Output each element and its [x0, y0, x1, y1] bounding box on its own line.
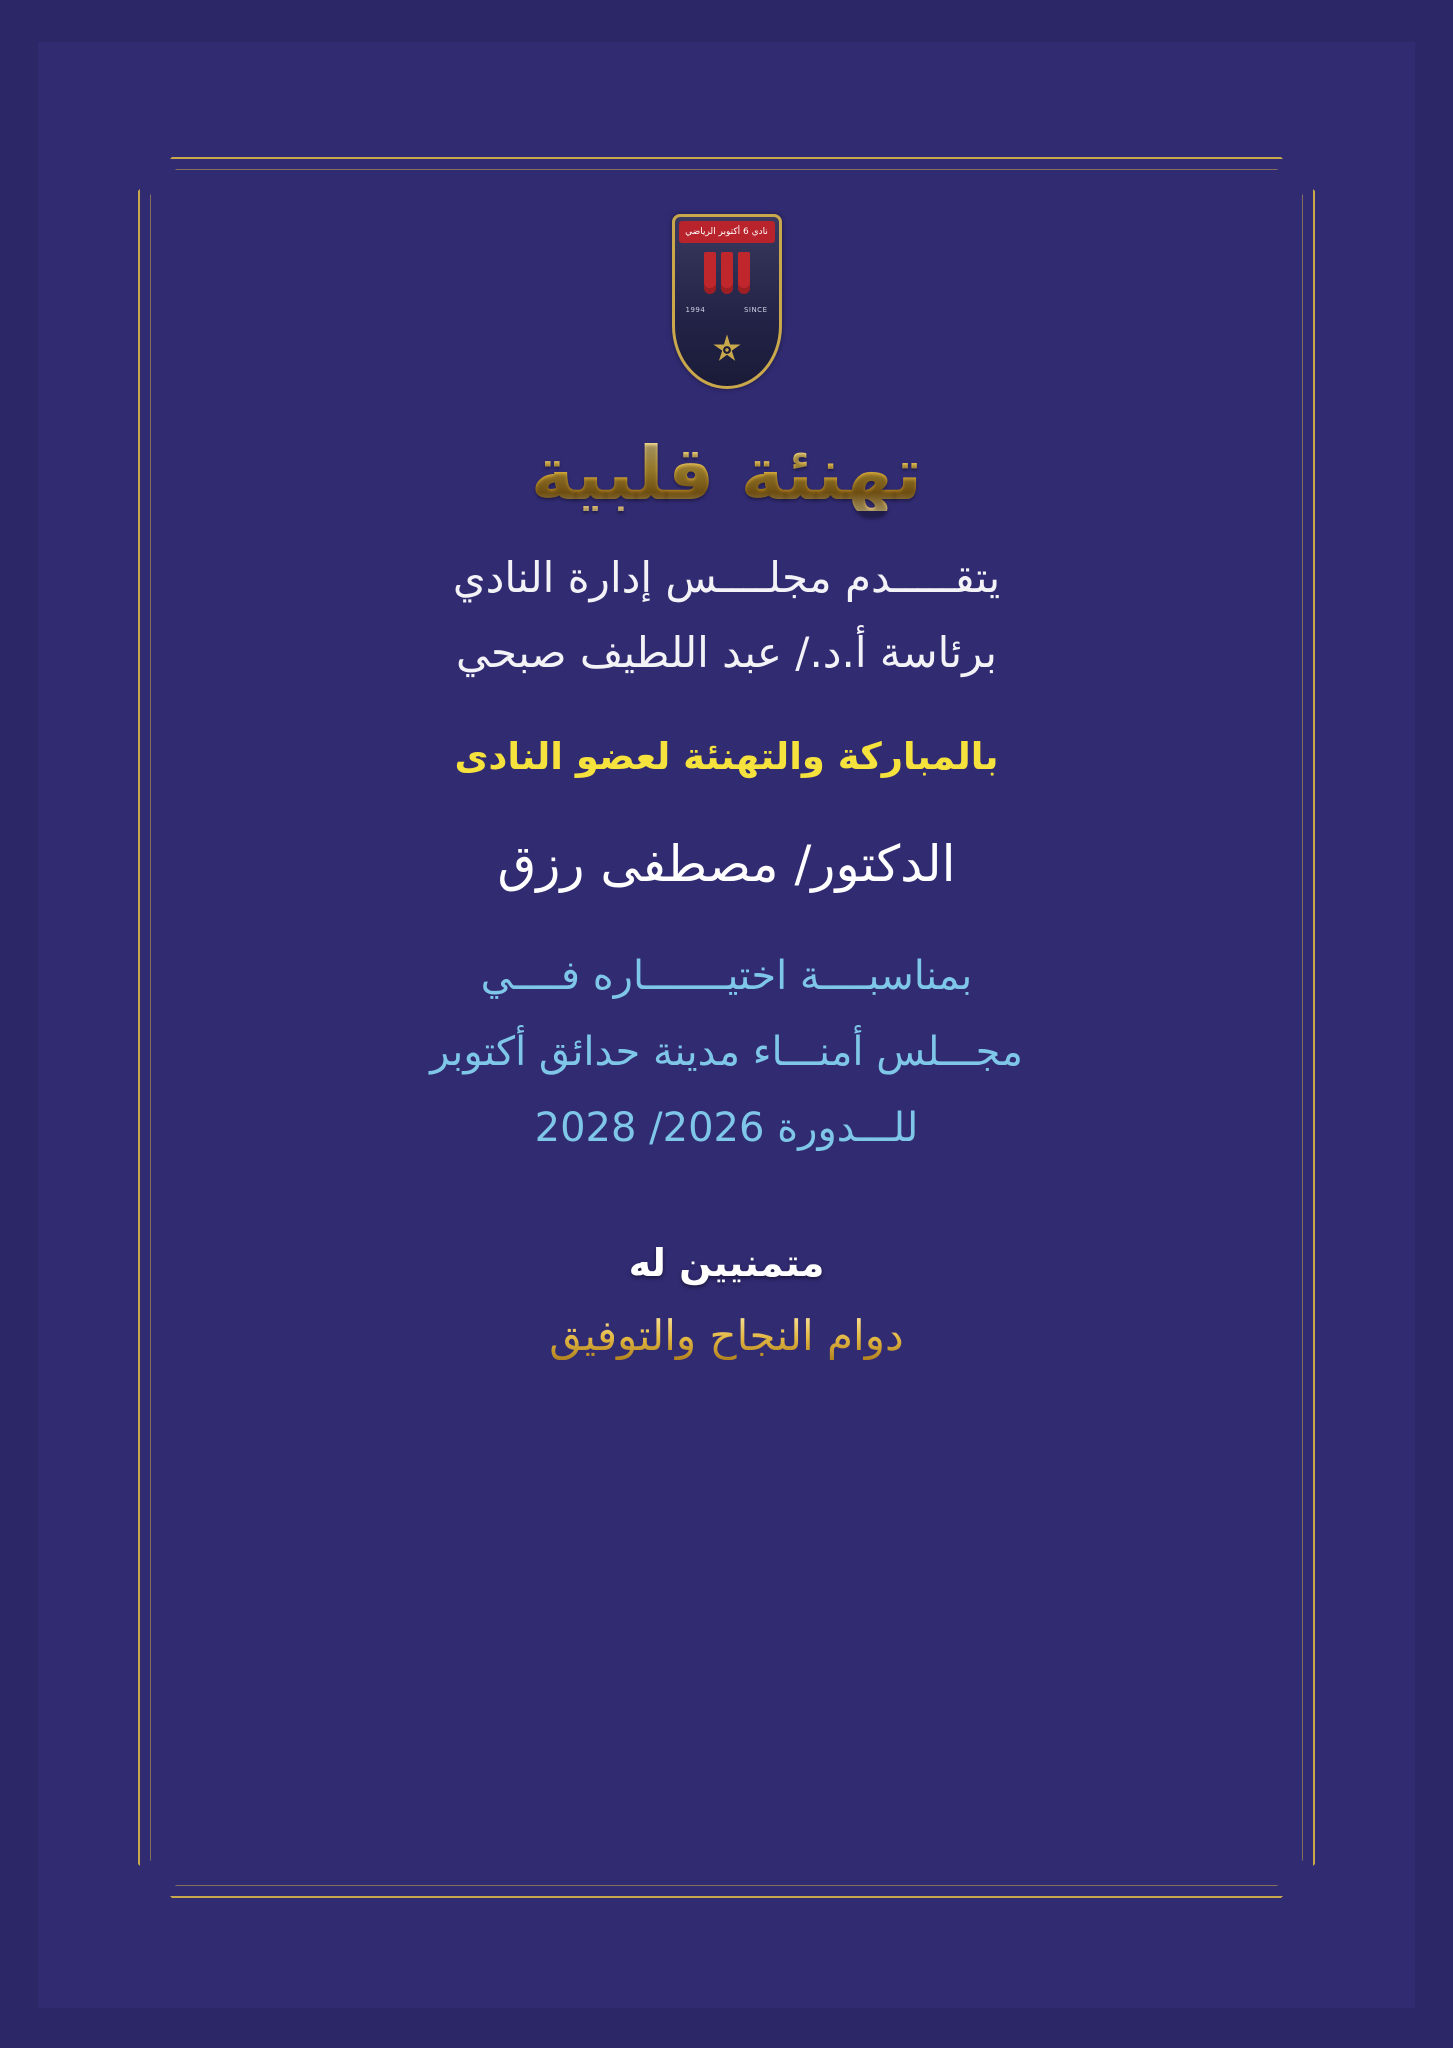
- occasion-line-2: مجـــلس أمنـــاء مدينة حدائق أكتوبر: [430, 1028, 1023, 1075]
- crest-since-year: 1994: [685, 306, 706, 314]
- poster-content: [188, 192, 1265, 1858]
- crest-star-emblem-icon: [710, 333, 744, 367]
- occasion-line-3: للـــدورة 2026/ 2028: [534, 1104, 919, 1151]
- board-line-2: برئاسة أ.د./ عبد اللطيف صبحي: [456, 628, 997, 678]
- crest-bars-icon: [672, 252, 782, 294]
- congratulations-line: بالمباركة والتهنئة لعضو النادى: [454, 735, 999, 779]
- crest-since-label: SINCE: [743, 306, 768, 314]
- crest-since-row: [672, 306, 782, 314]
- board-line-1: يتقـــــدم مجلــــس إدارة النادي: [452, 553, 1001, 602]
- crest-club-name: نادي 6 أكتوبر الرياضي: [679, 221, 775, 243]
- page-title: تهنئة قلبية: [188, 437, 1265, 511]
- crest-container: [188, 214, 1265, 389]
- wish-line-1: متمنيين له: [628, 1240, 825, 1285]
- club-crest-icon: [672, 214, 782, 389]
- occasion-line-1: بمناسبــــة اختيـــــــاره فــــي: [480, 952, 973, 999]
- wish-line-2: دوام النجاح والتوفيق: [188, 1311, 1265, 1360]
- poster-panel: [38, 42, 1415, 2008]
- honoree-name: الدكتور/ مصطفى رزق: [497, 834, 956, 893]
